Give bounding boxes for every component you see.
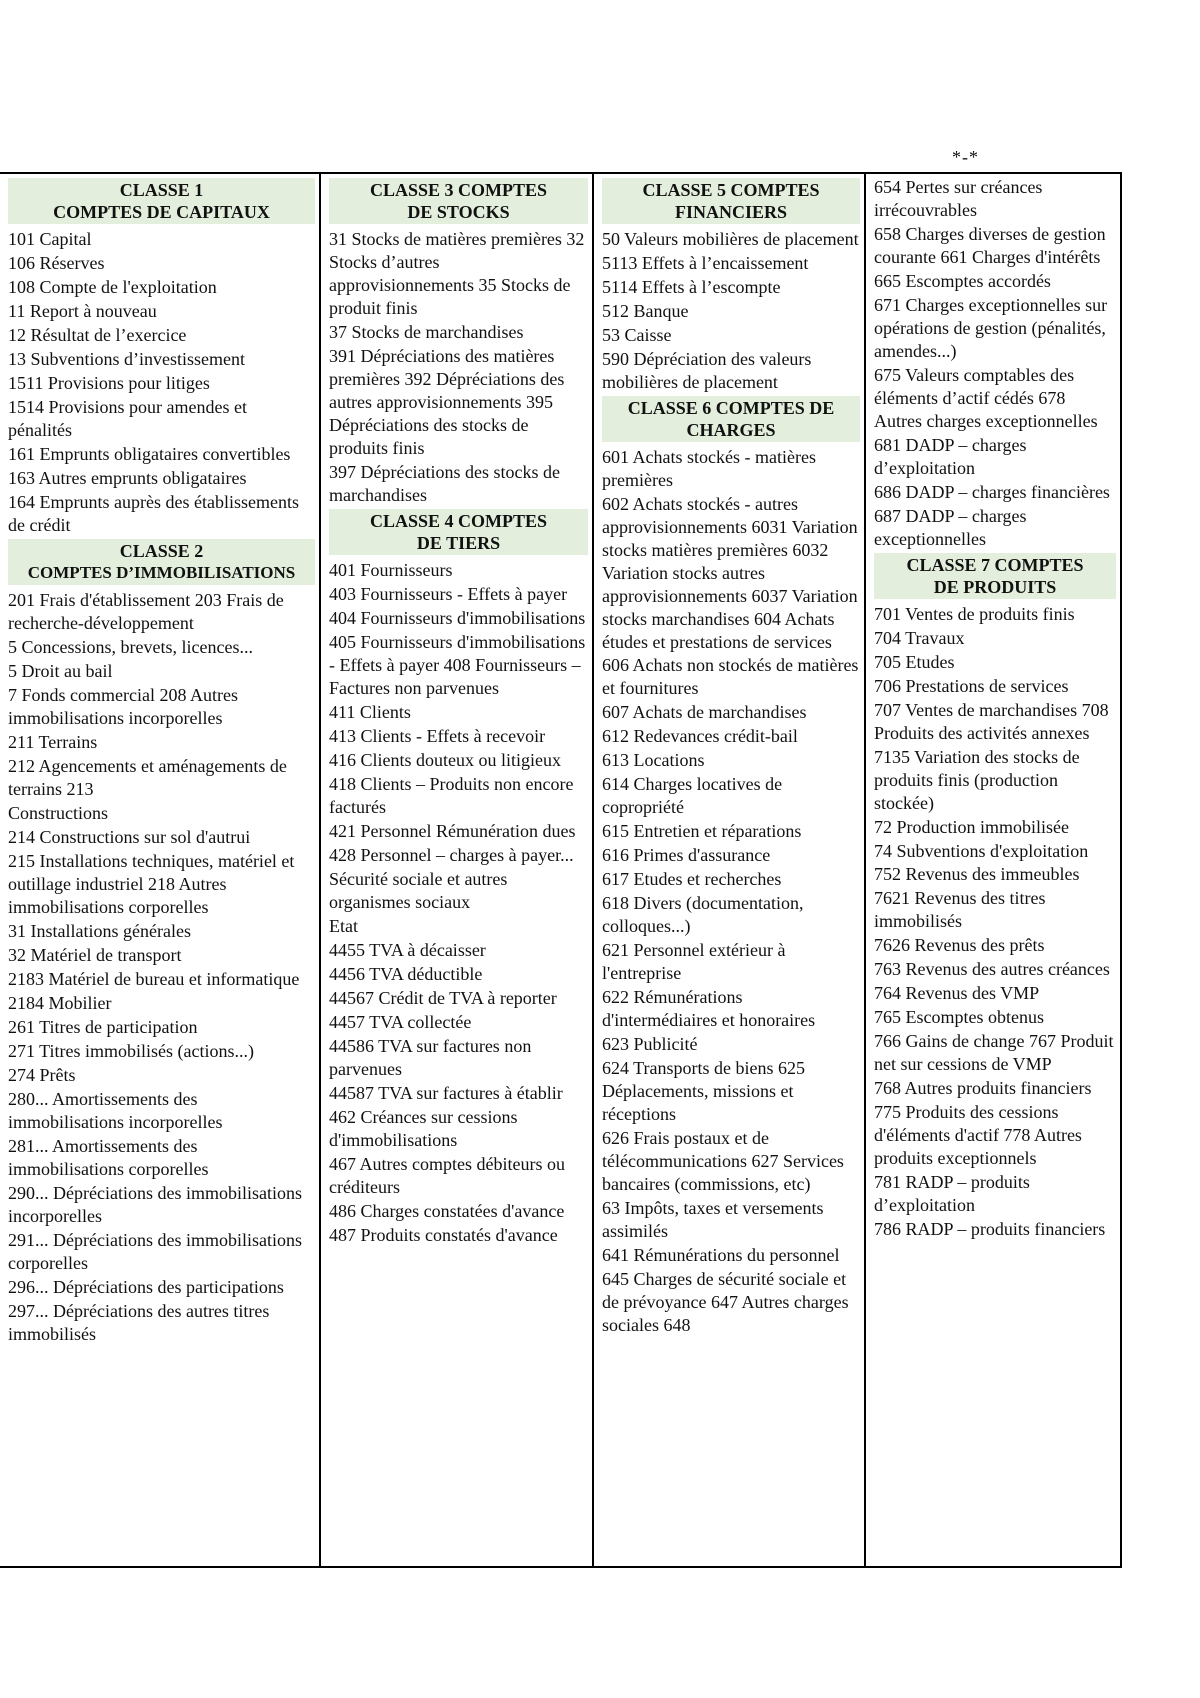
account-item: 687 DADP – charges exceptionnelles: [874, 506, 1027, 549]
account-item: 590 Dépréciation des valeurs mobilières de placement: [602, 349, 812, 392]
account-item: 212 Agencements et aménagements de terrains 213: [8, 756, 287, 799]
account-item: 4456 TVA déductible: [329, 964, 483, 984]
account-item: 280... Amortissements des immobilisations incorporelles: [8, 1089, 223, 1132]
account-item: 404 Fournisseurs d'immobilisations: [329, 608, 586, 628]
account-item: 4455 TVA à décaisser: [329, 940, 486, 960]
account-item: 12 Résultat de l’exercice: [8, 325, 187, 345]
account-item: 13 Subventions d’investissement: [8, 349, 245, 369]
list-classe-3: [329, 228, 588, 507]
account-item: 418 Clients – Produits non encore facturés: [329, 774, 574, 817]
account-item: 74 Subventions d'exploitation 752 Revenus des immeubles: [874, 841, 1089, 884]
account-item: 401 Fournisseurs: [329, 560, 453, 580]
account-item: 705 Etudes: [874, 652, 955, 672]
account-item: 623 Publicité: [602, 1034, 698, 1054]
list-classe-5: [602, 228, 860, 394]
account-item: 614 Charges locatives de copropriété: [602, 774, 783, 817]
account-item: 612 Redevances crédit-bail: [602, 726, 798, 746]
account-item: Etat: [329, 916, 358, 936]
list-classe-4: [329, 559, 588, 1247]
account-item: 2183 Matériel de bureau et informatique: [8, 969, 300, 989]
account-item: 645 Charges de sécurité sociale et de prévoyance 647 Autres charges sociales 648: [602, 1269, 849, 1335]
account-item: 163 Autres emprunts obligataires: [8, 468, 247, 488]
account-item: 1514 Provisions pour amendes et pénalités: [8, 397, 247, 440]
account-item: 658 Charges diverses de gestion courante 661 Charges d'intérêts: [874, 224, 1106, 267]
account-item: 5114 Effets à l’escompte: [602, 277, 781, 297]
account-item: 618 Divers (documentation, colloques...): [602, 893, 804, 936]
account-item: 421 Personnel Rémunération dues: [329, 821, 576, 841]
column-classes-5-6: [592, 174, 864, 1566]
account-item: 786 RADP – produits financiers: [874, 1219, 1106, 1239]
account-item: 164 Emprunts auprès des établissements de crédit: [8, 492, 299, 535]
column-classes-3-4: [319, 174, 592, 1566]
account-item: 37 Stocks de marchandises: [329, 322, 524, 342]
account-item: 701 Ventes de produits finis: [874, 604, 1075, 624]
account-item: 101 Capital: [8, 229, 92, 249]
account-item: 391 Dépréciations des matières premières 392 Dépréciations des autres approvisionnements 395 Dépréciations des stocks de produits finis: [329, 346, 565, 458]
account-item: 768 Autres produits financiers: [874, 1078, 1092, 1098]
header-classe-5: CLASSE 5 COMPTES FINANCIERS: [602, 178, 860, 224]
list-classe-7: [874, 603, 1116, 1241]
account-item: 617 Etudes et recherches: [602, 869, 782, 889]
account-item: 671 Charges exceptionnelles sur opérations de gestion (pénalités, amendes...): [874, 295, 1108, 361]
account-item: 63 Impôts, taxes et versements assimilés: [602, 1198, 824, 1241]
account-item: 403 Fournisseurs - Effets à payer: [329, 584, 568, 604]
account-item: 53 Caisse: [602, 325, 672, 345]
account-item: 706 Prestations de services: [874, 676, 1069, 696]
account-item: 2184 Mobilier: [8, 993, 112, 1013]
account-item: 624 Transports de biens 625 Déplacements, missions et réceptions: [602, 1058, 806, 1124]
header-classe-3: CLASSE 3 COMPTES DE STOCKS: [329, 178, 588, 224]
account-item: 7 Fonds commercial 208 Autres immobilisations incorporelles: [8, 685, 238, 728]
account-item: 296... Dépréciations des participations: [8, 1277, 284, 1297]
account-item: 766 Gains de change 767 Produit net sur cessions de VMP: [874, 1031, 1114, 1074]
header-classe-6: CLASSE 6 COMPTES DE CHARGES: [602, 396, 860, 442]
account-item: Sécurité sociale et autres organismes sociaux: [329, 869, 508, 912]
account-item: 405 Fournisseurs d'immobilisations - Effets à payer 408 Fournisseurs – Factures non parvenues: [329, 632, 586, 698]
account-item: 616 Primes d'assurance: [602, 845, 771, 865]
account-item: 44586 TVA sur factures non parvenues: [329, 1036, 532, 1079]
account-item: 486 Charges constatées d'avance: [329, 1201, 565, 1221]
account-item: 626 Frais postaux et de télécommunications 627 Services bancaires (commissions, etc): [602, 1128, 844, 1194]
account-item: 201 Frais d'établissement 203 Frais de recherche-développement: [8, 590, 284, 633]
list-classe-6-continued: [874, 176, 1116, 551]
account-item: 428 Personnel – charges à payer...: [329, 845, 574, 865]
account-item: 50 Valeurs mobilières de placement: [602, 229, 859, 249]
account-item: Constructions: [8, 803, 109, 823]
account-item: 462 Créances sur cessions d'immobilisations: [329, 1107, 518, 1150]
account-item: 641 Rémunérations du personnel: [602, 1245, 840, 1265]
account-item: 675 Valeurs comptables des éléments d’actif cédés 678 Autres charges exceptionnelles: [874, 365, 1098, 431]
account-item: 607 Achats de marchandises: [602, 702, 807, 722]
account-item: 271 Titres immobilisés (actions...): [8, 1041, 255, 1061]
account-item: 512 Banque: [602, 301, 689, 321]
account-item: 281... Amortissements des immobilisations corporelles: [8, 1136, 209, 1179]
account-item: 5 Droit au bail: [8, 661, 113, 681]
account-item: 613 Locations: [602, 750, 705, 770]
header-classe-1: CLASSE 1 COMPTES DE CAPITAUX: [8, 178, 315, 224]
account-item: 707 Ventes de marchandises 708 Produits des activités annexes: [874, 700, 1109, 743]
column-classes-6-7: [864, 174, 1120, 1566]
account-item: 686 DADP – charges financières: [874, 482, 1110, 502]
account-item: 621 Personnel extérieur à l'entreprise: [602, 940, 786, 983]
account-item: 4457 TVA collectée: [329, 1012, 472, 1032]
account-item: 44567 Crédit de TVA à reporter: [329, 988, 557, 1008]
account-item: 665 Escomptes accordés: [874, 271, 1051, 291]
header-classe-2: CLASSE 2 COMPTES D’IMMOBILISATIONS: [8, 539, 315, 585]
account-item: 7621 Revenus des titres immobilisés: [874, 888, 1046, 931]
account-item: 5113 Effets à l’encaissement: [602, 253, 809, 273]
account-item: 411 Clients: [329, 702, 411, 722]
account-item: 602 Achats stockés - autres approvisionnements 6031 Variation stocks matières premières 6032 Variation stocks autres approvisionnements 6037 Variation stocks marchandises 604 Achats études et prestations de services 606 Achats non stockés de matières et fournitures: [602, 494, 859, 698]
account-item: 297... Dépréciations des autres titres immobilisés: [8, 1301, 270, 1344]
list-classe-6: [602, 446, 860, 1337]
account-item: 108 Compte de l'exploitation: [8, 277, 217, 297]
account-item: 467 Autres comptes débiteurs ou créditeurs: [329, 1154, 565, 1197]
account-item: 11 Report à nouveau: [8, 301, 157, 321]
account-item: 397 Dépréciations des stocks de marchandises: [329, 462, 560, 505]
column-classes-1-2: [0, 174, 319, 1566]
account-item: 215 Installations techniques, matériel et outillage industriel 218 Autres immobilisations corporelles: [8, 851, 295, 917]
account-item: 7626 Revenus des prêts: [874, 935, 1045, 955]
account-item: 763 Revenus des autres créances: [874, 959, 1110, 979]
list-classe-2: [8, 589, 315, 1346]
account-item: 775 Produits des cessions d'éléments d'actif 778 Autres produits exceptionnels: [874, 1102, 1082, 1168]
account-item: 291... Dépréciations des immobilisations corporelles: [8, 1230, 302, 1273]
account-item: 161 Emprunts obligataires convertibles: [8, 444, 291, 464]
account-item: 290... Dépréciations des immobilisations incorporelles: [8, 1183, 302, 1226]
account-item: 261 Titres de participation: [8, 1017, 198, 1037]
account-item: 5 Concessions, brevets, licences...: [8, 637, 253, 657]
account-item: 487 Produits constatés d'avance: [329, 1225, 558, 1245]
account-item: 765 Escomptes obtenus: [874, 1007, 1044, 1027]
corner-mark: *-*: [952, 147, 979, 167]
account-item: 274 Prêts: [8, 1065, 76, 1085]
account-item: 1511 Provisions pour litiges: [8, 373, 210, 393]
account-item: 106 Réserves: [8, 253, 105, 273]
account-item: 72 Production immobilisée: [874, 817, 1069, 837]
account-item: 601 Achats stockés - matières premières: [602, 447, 816, 490]
account-item: 654 Pertes sur créances irrécouvrables: [874, 177, 1043, 220]
header-classe-7: CLASSE 7 COMPTES DE PRODUITS: [874, 553, 1116, 599]
list-classe-1: [8, 228, 315, 537]
account-item: 704 Travaux: [874, 628, 965, 648]
account-item: 413 Clients - Effets à recevoir: [329, 726, 546, 746]
account-item: 681 DADP – charges d’exploitation: [874, 435, 1027, 478]
header-classe-4: CLASSE 4 COMPTES DE TIERS: [329, 509, 588, 555]
account-item: 214 Constructions sur sol d'autrui: [8, 827, 251, 847]
account-item: 31 Stocks de matières premières 32 Stocks d’autres approvisionnements 35 Stocks de produit finis: [329, 229, 585, 318]
account-item: 781 RADP – produits d’exploitation: [874, 1172, 1030, 1215]
account-item: 764 Revenus des VMP: [874, 983, 1040, 1003]
account-item: 32 Matériel de transport: [8, 945, 182, 965]
account-item: 615 Entretien et réparations: [602, 821, 802, 841]
account-item: 622 Rémunérations d'intermédiaires et honoraires: [602, 987, 816, 1030]
account-item: 7135 Variation des stocks de produits finis (production stockée): [874, 747, 1080, 813]
account-item: 416 Clients douteux ou litigieux: [329, 750, 561, 770]
account-item: 211 Terrains: [8, 732, 98, 752]
account-item: 44587 TVA sur factures à établir: [329, 1083, 563, 1103]
account-item: 31 Installations générales: [8, 921, 191, 941]
chart-of-accounts-table: [0, 172, 1122, 1568]
